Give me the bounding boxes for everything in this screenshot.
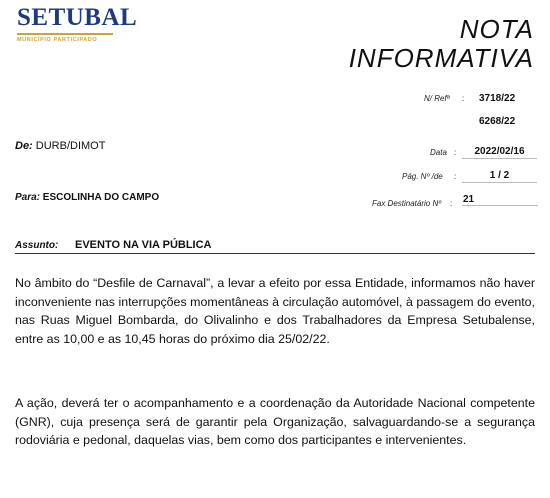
subject-row	[15, 238, 535, 254]
page-colon: :	[454, 172, 457, 181]
date-colon: :	[454, 148, 457, 157]
from-label: De:	[15, 140, 33, 152]
logo-wordmark: SETUBAL	[17, 4, 138, 31]
subject-value: EVENTO NA VIA PÚBLICA	[75, 239, 212, 251]
from-field	[15, 140, 105, 152]
fax-label: Fax Destinatário Nº	[372, 199, 442, 208]
logo-subtitle: MUNICÍPIO PARTICIPADO	[17, 37, 98, 43]
ref-value-1: 3718/22	[479, 93, 516, 104]
date-label: Data	[430, 148, 447, 157]
from-value: DURB/DIMOT	[35, 140, 106, 152]
body-paragraph-1: No âmbito do “Desfile de Carnaval”, a levar a efeito por essa Entidade, informamos não haver inconveniente nas interrupções momentâneas à circulação automóvel, à passagem do evento, nas Ruas Miguel Bombarda, do Olivalinho e dos Trabalhadores da Empresa Setubalense, entre as 10,00 e as 10,45 horas do próximo dia 25/02/22.	[15, 276, 535, 346]
fax-value: 21	[462, 194, 538, 206]
page-value: 1 / 2	[462, 170, 537, 183]
body-paragraph-2: A ação, deverá ter o acompanhamento e a coordenação da Autoridade Nacional competente (GNR), cuja presença será de garantir pela Organização, salvaguardando-se a segurança rodoviária e pedonal, daquelas vias, bem como dos participantes e intervenientes.	[15, 396, 535, 447]
municipality-logo	[17, 4, 138, 43]
to-label: Para:	[15, 192, 41, 203]
ref-value-2: 6268/22	[479, 116, 516, 127]
document-title	[349, 15, 534, 73]
title-line-2: INFORMATIVA	[348, 43, 534, 73]
ref-label: N/ Refª	[424, 94, 450, 103]
to-value: ESCOLINHA DO CAMPO	[42, 192, 160, 203]
title-line-1: NOTA	[459, 14, 534, 44]
to-field	[15, 192, 159, 203]
ref-colon: :	[462, 94, 465, 103]
page-label: Pág. Nº /de	[402, 172, 443, 181]
date-value: 2022/02/16	[462, 146, 537, 159]
logo-rule	[17, 33, 113, 35]
fax-colon: :	[450, 199, 453, 208]
subject-label: Assunto:	[15, 240, 59, 251]
